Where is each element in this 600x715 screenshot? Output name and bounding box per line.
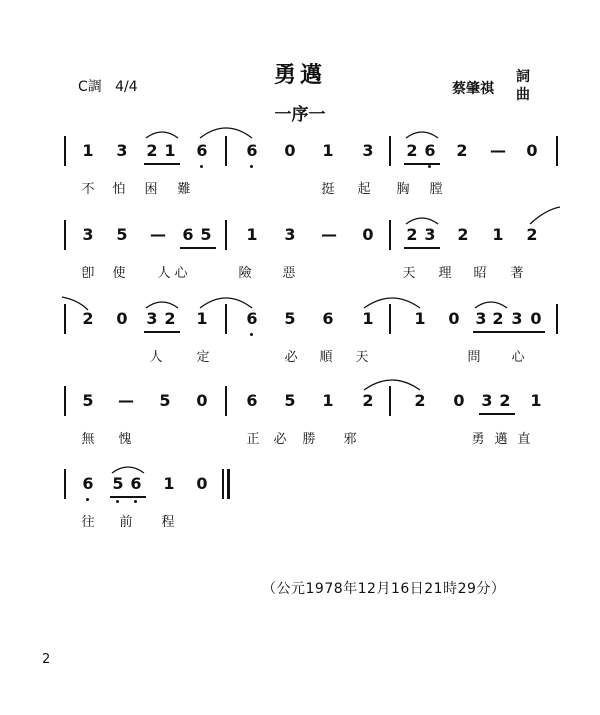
lyric: 邪	[343, 432, 357, 447]
note: 1	[164, 141, 176, 160]
note: 5	[159, 391, 171, 410]
lyric: 著	[510, 266, 524, 281]
note: 5	[284, 309, 296, 328]
barline	[225, 304, 227, 334]
lower-octave-dot	[134, 500, 137, 503]
lyric: 起	[357, 182, 371, 197]
lyric: 膛	[429, 182, 443, 197]
music-system-2	[0, 218, 600, 298]
lyric: 怕	[112, 182, 126, 197]
note: 6	[246, 141, 258, 160]
dash: —	[321, 225, 337, 244]
page-number: 2	[42, 652, 51, 667]
time-signature: 4/4	[115, 79, 138, 95]
note: 0	[453, 391, 465, 410]
lyric: 定	[196, 350, 210, 365]
music-system-1	[0, 132, 600, 212]
beam	[473, 331, 545, 333]
note: 5	[200, 225, 212, 244]
lyric: 胸	[396, 182, 410, 197]
key-time-signature	[78, 76, 138, 96]
final-barline-thick	[227, 469, 230, 499]
lyric: 卽	[81, 266, 95, 281]
lyric: 惡	[282, 266, 296, 281]
beam	[110, 496, 146, 498]
note: 0	[116, 309, 128, 328]
lyric: 必	[284, 350, 298, 365]
composition-date: （公元1978年12月16日21時29分）	[262, 581, 506, 597]
dash: —	[150, 225, 166, 244]
note: 2	[164, 309, 176, 328]
barline	[225, 220, 227, 250]
note: 6	[182, 225, 194, 244]
note: 2	[414, 391, 426, 410]
note: 2	[146, 141, 158, 160]
beam	[404, 163, 440, 165]
barline	[389, 220, 391, 250]
barline	[225, 136, 227, 166]
lyric: 昭	[473, 266, 487, 281]
beam	[144, 331, 180, 333]
lyric: 邁	[494, 432, 508, 447]
lyric: 程	[161, 515, 175, 530]
lyric: 使	[112, 266, 126, 281]
dash: —	[490, 141, 506, 160]
note: 5	[82, 391, 94, 410]
note: 0	[448, 309, 460, 328]
dash: —	[118, 391, 134, 410]
barline	[389, 386, 391, 416]
author-name: 蔡肇祺	[452, 81, 494, 97]
lyric: 問	[467, 350, 481, 365]
music-system-5	[0, 467, 600, 547]
lyric: 勇	[471, 432, 485, 447]
note: 3	[475, 309, 487, 328]
note: 1	[322, 391, 334, 410]
note: 2	[499, 391, 511, 410]
barline	[64, 304, 66, 334]
note: 5	[112, 474, 124, 493]
lyric: 理	[438, 266, 452, 281]
note: 2	[526, 225, 538, 244]
lower-octave-dot	[428, 165, 431, 168]
lyric: 難	[177, 182, 191, 197]
note: 1	[246, 225, 258, 244]
barline	[389, 136, 391, 166]
lower-octave-dot	[250, 165, 253, 168]
note: 0	[284, 141, 296, 160]
lyric: 勝	[302, 432, 316, 447]
note: 1	[322, 141, 334, 160]
note: 5	[116, 225, 128, 244]
lyric: 困	[144, 182, 158, 197]
note: 2	[406, 141, 418, 160]
note: 1	[530, 391, 542, 410]
section-title: 一序一	[274, 105, 326, 125]
final-barline-thin	[222, 469, 224, 499]
note: 1	[492, 225, 504, 244]
note: 6	[82, 474, 94, 493]
note: 6	[196, 141, 208, 160]
note: 1	[196, 309, 208, 328]
note: 1	[82, 141, 94, 160]
note: 6	[424, 141, 436, 160]
note: 6	[246, 391, 258, 410]
note: 2	[362, 391, 374, 410]
barline	[64, 136, 66, 166]
lower-octave-dot	[86, 498, 89, 501]
author-role: 詞曲	[516, 69, 530, 103]
note: 2	[457, 225, 469, 244]
note: 3	[82, 225, 94, 244]
note: 0	[526, 141, 538, 160]
note: 2	[406, 225, 418, 244]
lower-octave-dot	[116, 500, 119, 503]
barline	[225, 386, 227, 416]
note: 5	[284, 391, 296, 410]
music-system-4	[0, 384, 600, 464]
note: 2	[456, 141, 468, 160]
barline	[64, 469, 66, 499]
note: 1	[414, 309, 426, 328]
lyric: 險	[238, 266, 252, 281]
note: 0	[362, 225, 374, 244]
note: 3	[284, 225, 296, 244]
note: 1	[163, 474, 175, 493]
lyric: 不	[81, 182, 95, 197]
lyric: 人	[149, 350, 163, 365]
lower-octave-dot	[250, 333, 253, 336]
lyric: 天	[355, 350, 369, 365]
note: 3	[511, 309, 523, 328]
note: 1	[362, 309, 374, 328]
barline	[389, 304, 391, 334]
key-signature: C調	[78, 79, 102, 95]
barline	[556, 304, 558, 334]
lyric: 心	[174, 266, 188, 281]
lower-octave-dot	[200, 165, 203, 168]
note: 3	[481, 391, 493, 410]
lyric: 正	[246, 432, 260, 447]
note: 6	[130, 474, 142, 493]
lyric: 挺	[321, 182, 335, 197]
note: 2	[492, 309, 504, 328]
note: 6	[246, 309, 258, 328]
beam	[479, 413, 515, 415]
lyric: 無	[81, 432, 95, 447]
note: 0	[530, 309, 542, 328]
note: 3	[362, 141, 374, 160]
barline	[64, 386, 66, 416]
beam	[404, 247, 440, 249]
lyric: 順	[319, 350, 333, 365]
note: 3	[116, 141, 128, 160]
barline	[64, 220, 66, 250]
lyric: 天	[402, 266, 416, 281]
barline	[556, 136, 558, 166]
note: 2	[82, 309, 94, 328]
lyric: 直	[517, 432, 531, 447]
note: 3	[424, 225, 436, 244]
note: 3	[146, 309, 158, 328]
note: 0	[196, 474, 208, 493]
music-system-3	[0, 302, 600, 382]
lyric: 人	[157, 266, 171, 281]
song-title: 勇邁	[273, 63, 326, 88]
lyric: 心	[511, 350, 525, 365]
beam	[180, 247, 216, 249]
lyric: 愧	[118, 432, 132, 447]
beam	[144, 163, 180, 165]
lyric: 前	[119, 515, 133, 530]
note: 6	[322, 309, 334, 328]
lyric: 往	[81, 515, 95, 530]
lyric: 必	[273, 432, 287, 447]
note: 0	[196, 391, 208, 410]
